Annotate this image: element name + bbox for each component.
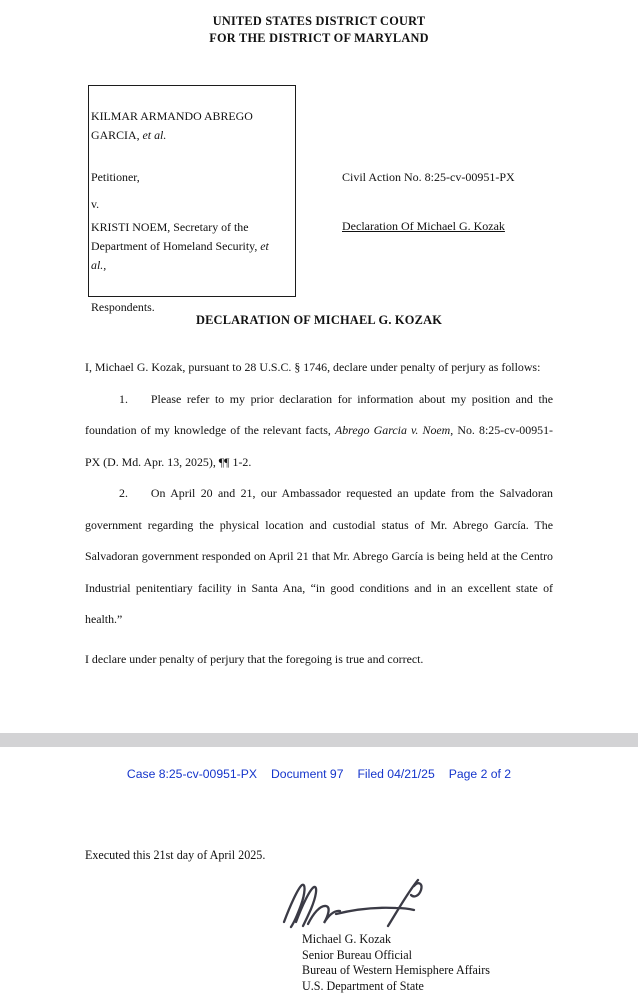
versus-marker: v. (91, 197, 100, 211)
signer-department: U.S. Department of State (302, 978, 424, 993)
case-caption-box (88, 85, 296, 314)
handwritten-signature-icon (280, 878, 430, 932)
paragraph-number: 1. (119, 391, 128, 406)
signer-bureau: Bureau of Western Hemisphere Affairs (302, 963, 490, 978)
stamp-case: Case 8:25-cv-00951-PX (126, 767, 257, 781)
paragraph-1: 1. Please refer to my prior declaration for information about my position and the foundation of my knowledge of the relevant facts, Abrego Garcia v. Noem, No. 8:25-cv-00951-PX (D. Md. Apr. 13, 2025), ¶¶ 1-2. (85, 391, 553, 469)
declaration-intro: I, Michael G. Kozak, pursuant to 28 U.S.C. § 1746, declare under penalty of perjury as follows: (85, 360, 541, 374)
court-header (0, 13, 638, 46)
civil-action-number: Civil Action No. 8:25-cv-00951-PX (342, 170, 515, 184)
court-name-line1: UNITED STATES DISTRICT COURT (212, 14, 426, 28)
document-page-2 (0, 747, 638, 1000)
respondent-role: Respondents. (91, 300, 155, 314)
paragraph-number: 2. (119, 486, 128, 500)
declaration-title: DECLARATION OF MICHAEL G. KOZAK (195, 313, 443, 327)
stamp-page: Page 2 of 2 (448, 767, 512, 781)
stamp-document: Document 97 (270, 767, 344, 781)
ecf-stamp (0, 767, 638, 781)
declaration-body (85, 352, 553, 675)
case-citation: Abrego Garcia v. Noem (334, 423, 451, 437)
paragraph-2: 2. On April 20 and 21, our Ambassador requested an update from the Salvadoran government regarding the physical location and custodial status of Mr. Abrego García. The Salvadoran government responded on April 21 that Mr. Abrego García is being held at the Centro Industrial penitentiary facility in Santa Ana, “in good conditions and in an excellent state of health.” (85, 486, 553, 626)
petitioner-name: KILMAR ARMANDO ABREGO GARCIA, et al. (91, 109, 253, 142)
execution-date-line: Executed this 21st day of April 2025. (85, 848, 266, 862)
page-gap (0, 733, 638, 747)
petitioner-role: Petitioner, (91, 170, 140, 184)
signer-name: Michael G. Kozak (302, 932, 391, 946)
court-name-line2: FOR THE DISTRICT OF MARYLAND (209, 30, 429, 45)
perjury-statement: I declare under penalty of perjury that the foregoing is true and correct. (85, 651, 424, 666)
signature-block (302, 932, 490, 994)
signer-title: Senior Bureau Official (302, 947, 412, 962)
stamp-filed: Filed 04/21/25 (357, 767, 435, 781)
document-label: Declaration Of Michael G. Kozak (342, 219, 505, 233)
respondent-name: KRISTI NOEM, Secretary of the Department of Homeland Security, et al., (91, 220, 269, 272)
